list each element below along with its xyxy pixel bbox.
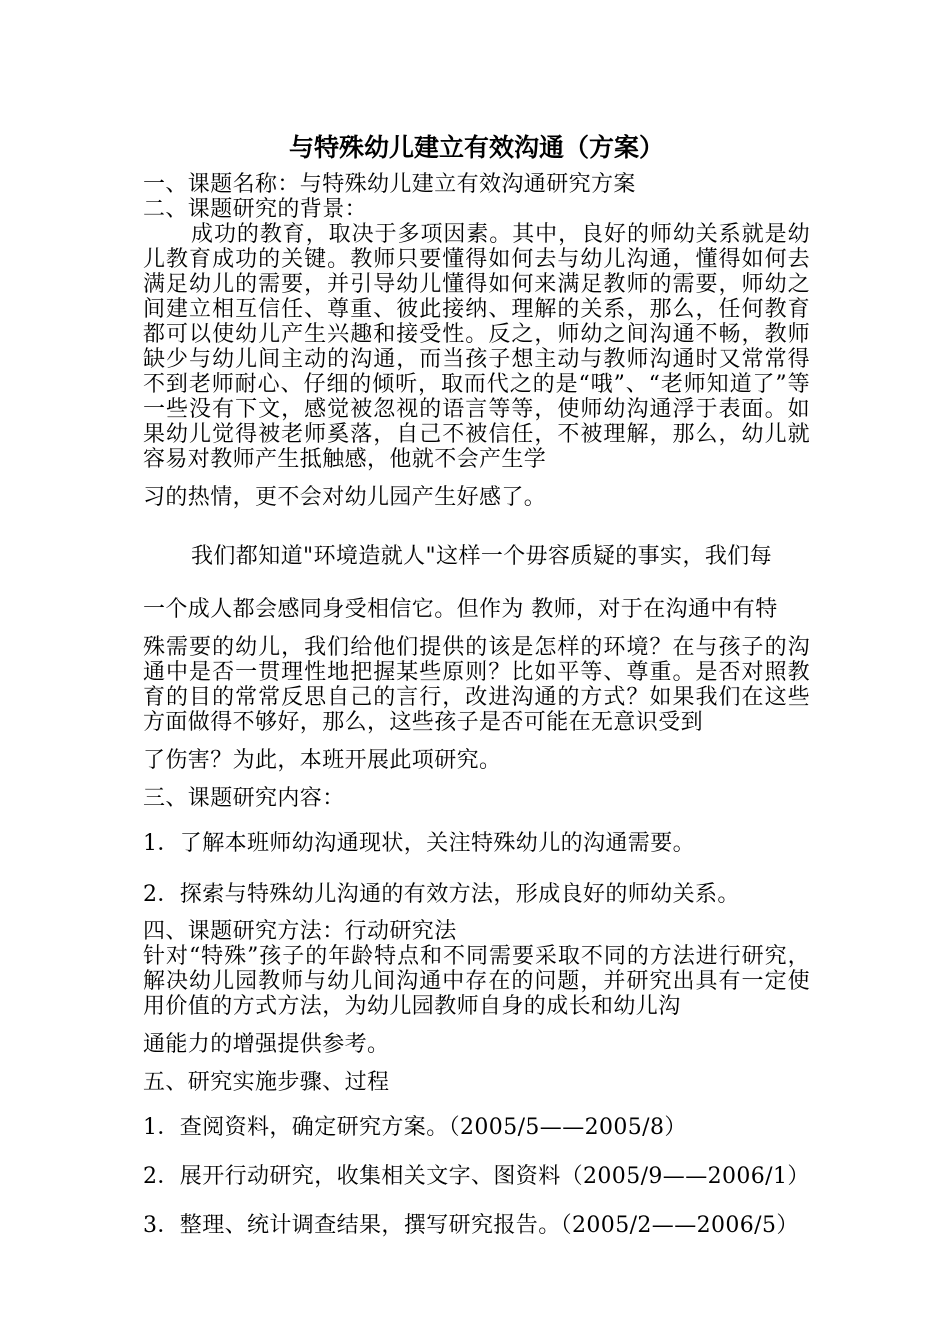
method-paragraph: 针对“特殊”孩子的年龄特点和不同需要采取不同的方法进行研究，解决幼儿园教师与幼儿间沟通中存在的问题，并研究出具有一定使用价值的方式方法，为幼儿园教师自身的成长和幼儿沟 — [143, 944, 810, 1019]
background-paragraph-1: 成功的教育，取决于多项因素。其中，良好的师幼关系就是幼儿教育成功的关键。教师只要懂得如何去与幼儿沟通，懂得如何去满足幼儿的需要，并引导幼儿懂得如何来满足教师的需要，师幼之间建立相互信任、尊重、彼此接纳、理解的关系，那么，任何教育都可以使幼儿产生兴趣和接受性。反之，师幼之间沟通不畅，教师缺少与幼儿间主动的沟通，而当孩子想主动与教师沟通时又常常得不到老师耐心、仔细的倾听，取而代之的是“哦”、“老师知道了”等一些没有下文，感觉被忽视的语言等等，使师幼沟通浮于表面。如果幼儿觉得被老师奚落，自己不被信任，不被理解，那么，幼儿就容易对教师产生抵触感，他就不会产生学 — [143, 222, 810, 472]
section-4-heading: 四、课题研究方法：行动研究法 — [143, 919, 457, 944]
background-paragraph-2-end: 了伤害？为此，本班开展此项研究。 — [143, 748, 502, 773]
background-paragraph-2-body: 殊需要的幼儿，我们给他们提供的该是怎样的环境？在与孩子的沟通中是否一贯理性地把握某些原则？比如平等、尊重。是否对照教育的目的常常反思自己的言行，改进沟通的方式？如果我们在这些方面做得不够好，那么，这些孩子是否可能在无意识受到 — [143, 635, 810, 735]
step-item-2: 2．展开行动研究，收集相关文字、图资料（2005/9——2006/1） — [143, 1164, 810, 1189]
content-item-1: 1．了解本班师幼沟通现状，关注特殊幼儿的沟通需要。 — [143, 831, 695, 856]
background-paragraph-2-line-1: 我们都知道"环境造就人"这样一个毋容质疑的事实，我们每 — [191, 544, 773, 569]
content-item-2: 2．探索与特殊幼儿沟通的有效方法，形成良好的师幼关系。 — [143, 882, 740, 907]
method-paragraph-end: 通能力的增强提供参考。 — [143, 1032, 390, 1057]
background-paragraph-2-line-2: 一个成人都会感同身受相信它。但作为 教师，对于在沟通中有特 — [143, 597, 778, 622]
background-paragraph-1-end: 习的热情，更不会对幼儿园产生好感了。 — [143, 485, 547, 510]
document-title: 与特殊幼儿建立有效沟通（方案） — [288, 133, 664, 162]
section-3-heading: 三、课题研究内容： — [143, 786, 345, 811]
section-5-heading: 五、研究实施步骤、过程 — [143, 1070, 390, 1095]
section-1-heading: 一、课题名称：与特殊幼儿建立有效沟通研究方案 — [143, 172, 636, 197]
step-item-1: 1．查阅资料，确定研究方案。（2005/5——2005/8） — [143, 1115, 687, 1140]
step-item-3: 3．整理、统计调查结果，撰写研究报告。（2005/2——2006/5） — [143, 1213, 799, 1238]
section-2-heading: 二、课题研究的背景： — [143, 197, 368, 222]
